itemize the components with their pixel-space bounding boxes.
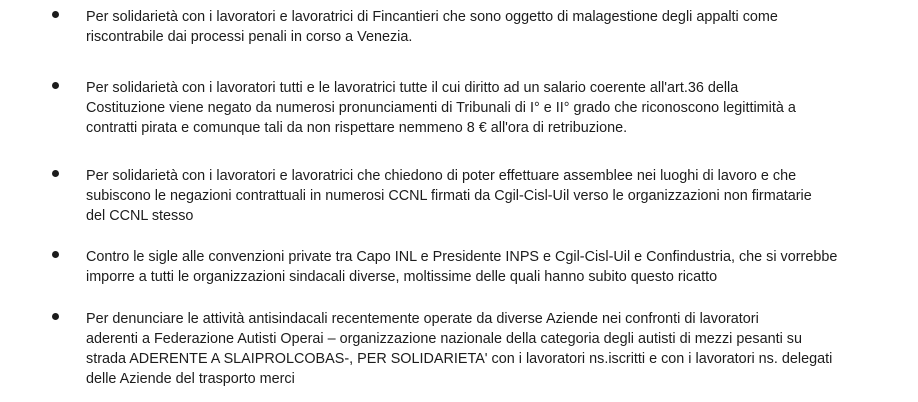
bullet-text	[86, 7, 892, 47]
text-line: Contro le sigle alle convenzioni private tra Capo INL e Presidente INPS e Cgil-Cisl-Uil e Confindustria, che si vorrebbe	[86, 249, 838, 265]
bullet-text	[86, 166, 892, 226]
bullet-text	[86, 247, 892, 287]
bullet-dot-icon	[52, 82, 59, 89]
text-line: riscontrabile dai processi penali in corso a Venezia.	[86, 29, 413, 45]
text-line: imporre a tutti le organizzazioni sindacali diverse, moltissime delle quali hanno subito questo ricatto	[86, 269, 718, 285]
text-line: aderenti a Federazione Autisti Operai – organizzazione nazionale della categoria degli autisti di mezzi pesanti su	[86, 331, 802, 347]
text-line: subiscono le negazioni contrattuali in numerosi CCNL firmati da Cgil-Cisl-Uil verso le organizzazioni non firmatarie	[86, 188, 812, 204]
text-line: Per denunciare le attività antisindacali recentemente operate da diverse Aziende nei confronti di lavoratori	[86, 311, 759, 327]
text-line: del CCNL stesso	[86, 208, 194, 224]
text-line: Per solidarietà con i lavoratori e lavoratrici che chiedono di poter effettuare assemblee nei luoghi di lavoro e che	[86, 168, 797, 184]
bullet-text	[86, 78, 892, 138]
bullet-dot-icon	[52, 11, 59, 18]
bullet-dot-icon	[52, 170, 59, 177]
bullet-dot-icon	[52, 313, 59, 320]
text-line: Costituzione viene negato da numerosi pronunciamenti di Tribunali di I° e II° grado che riconoscono legittimità a	[86, 100, 796, 116]
text-line: contratti pirata e comunque tali da non rispettare nemmeno 8 € all'ora di retribuzione.	[86, 120, 628, 136]
text-line: Per solidarietà con i lavoratori tutti e le lavoratrici tutte il cui diritto ad un salario coerente all'art.36 della	[86, 80, 739, 96]
bullet-text	[86, 309, 892, 389]
bullet-dot-icon	[52, 251, 59, 258]
text-line: delle Aziende del trasporto merci	[86, 371, 295, 387]
text-line: strada ADERENTE A SLAIPROLCOBAS-, PER SOLIDARIETA' con i lavoratori ns.iscritti e con i lavoratori ns. delegati	[86, 351, 833, 367]
text-line: Per solidarietà con i lavoratori e lavoratrici di Fincantieri che sono oggetto di malagestione degli appalti come	[86, 9, 778, 25]
